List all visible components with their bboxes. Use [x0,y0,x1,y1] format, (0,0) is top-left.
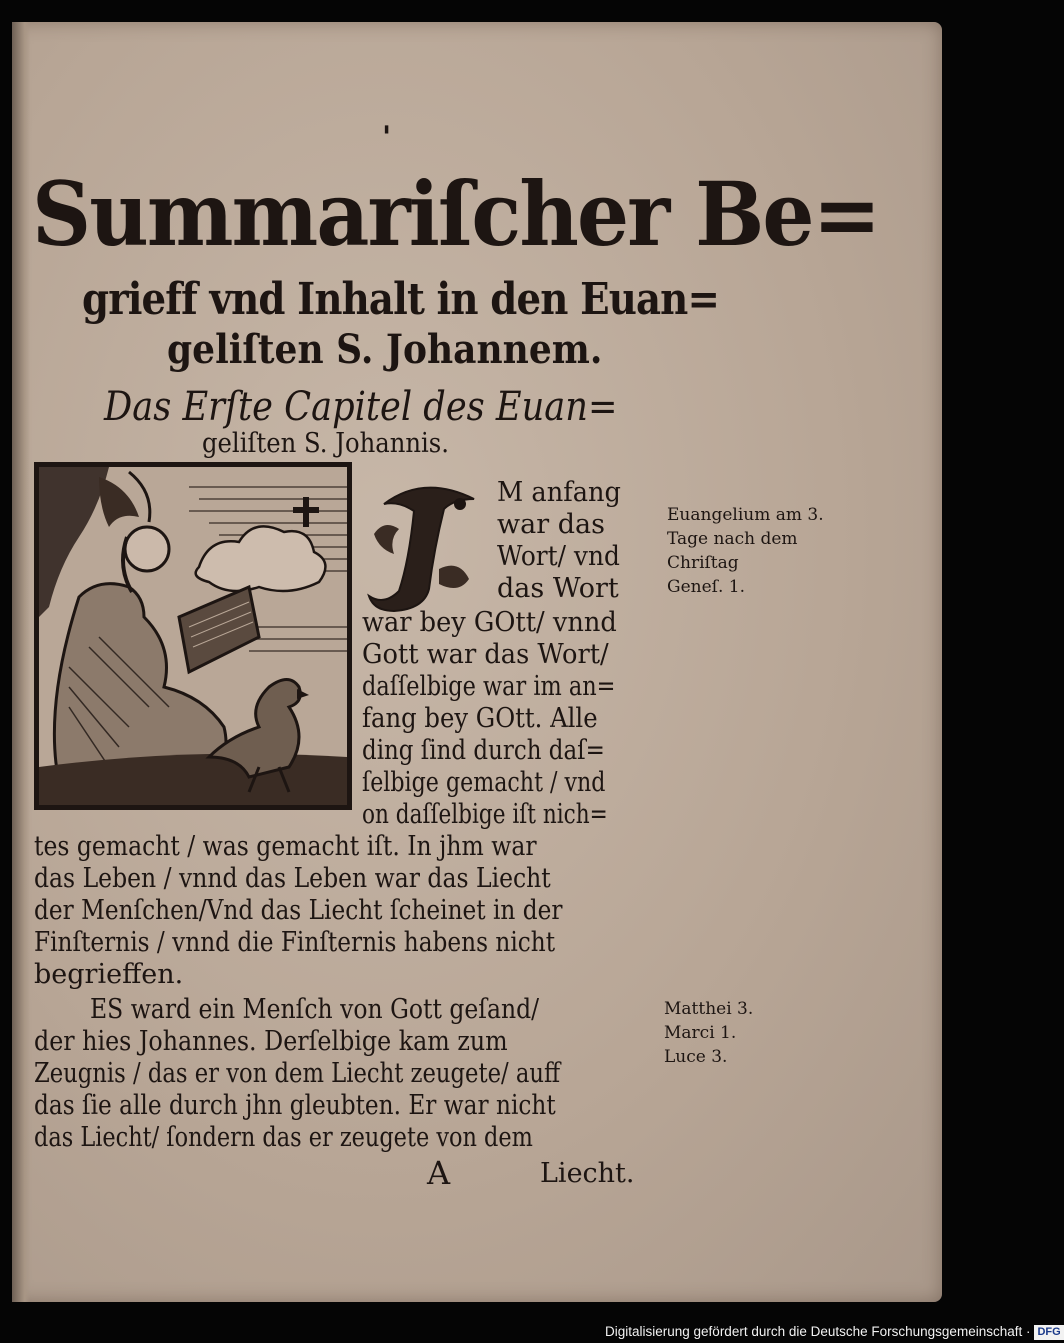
paragraph-line: M anfang [497,477,621,508]
marginal-note-line: Euangelium am 3. [667,505,824,525]
credit-text: Digitalisierung gefördert durch die Deutsche Forschungsgemeinschaft · [605,1324,1031,1339]
evangelist-eagle-woodcut [39,467,347,805]
paragraph-line: daſſelbige war im an= [362,671,616,702]
paragraph-line: Zeugnis / das er von dem Liecht zeugete/ auff [34,1058,561,1089]
title-line-1: Summariſcher Be= [32,162,880,266]
paragraph-line: der hies Johannes. Derſelbige kam zum [34,1026,508,1057]
paragraph-line: begrieffen. [34,959,184,990]
paragraph-line: der Menſchen/Vnd das Liecht ſcheinet in der [34,895,563,926]
dfg-logo: DFG [1034,1325,1063,1340]
title-line-2: grieff vnd Inhalt in den Euan= [82,274,720,325]
woodcut-illustration [34,462,352,810]
book-page [12,22,942,1302]
paragraph-line: ES ward ein Menſch von Gott geſand/ [90,994,540,1025]
paragraph-line: fang bey GOtt. Alle [362,703,598,734]
paragraph-line: Gott war das Wort/ [362,639,609,670]
marginal-note-line: Marci 1. [664,1023,737,1043]
marginal-note-line: Luce 3. [664,1047,728,1067]
marginal-note-line: Matthei 3. [664,999,754,1019]
marginal-note-line: Chriſtag [667,553,739,573]
initial-letter-ornament [364,474,482,616]
paragraph-line: Wort/ vnd [497,541,620,572]
paragraph-line: war das [497,509,605,540]
paragraph-line: war bey GOtt/ vnnd [362,607,617,638]
paragraph-line: Finſternis / vnnd die Finſternis habens nicht [34,927,556,958]
marginal-note-line: Geneſ. 1. [667,577,745,597]
paragraph-line: das Leben / vnnd das Leben war das Liecht [34,863,551,894]
paragraph-line: tes gemacht / was gemacht iſt. In jhm war [34,831,537,862]
catchword: Liecht. [540,1158,635,1189]
paragraph-line: das Wort [497,573,619,604]
paragraph-line: on daſſelbige iſt nich= [362,799,608,830]
digitization-credit [605,1321,1061,1343]
title-line-3: geliſten S. Johannem. [167,326,603,373]
decorated-initial [364,474,482,616]
chapter-heading-line-1: Das Erſte Capitel des Euan= [104,384,618,430]
paragraph-line: ſelbige gemacht / vnd [362,767,606,798]
paragraph-line: das ſie alle durch jhn gleubten. Er war nicht [34,1090,556,1121]
signature-mark: A [427,1154,451,1192]
paragraph-line: das Liecht/ ſondern das er zeugete von dem [34,1122,533,1153]
page-mark: ' [382,120,392,155]
page-gutter [12,22,30,1302]
paragraph-line: ding ſind durch daſ= [362,735,605,766]
marginal-note-line: Tage nach dem [667,529,798,549]
chapter-heading-line-2: geliſten S. Johannis. [202,428,450,459]
